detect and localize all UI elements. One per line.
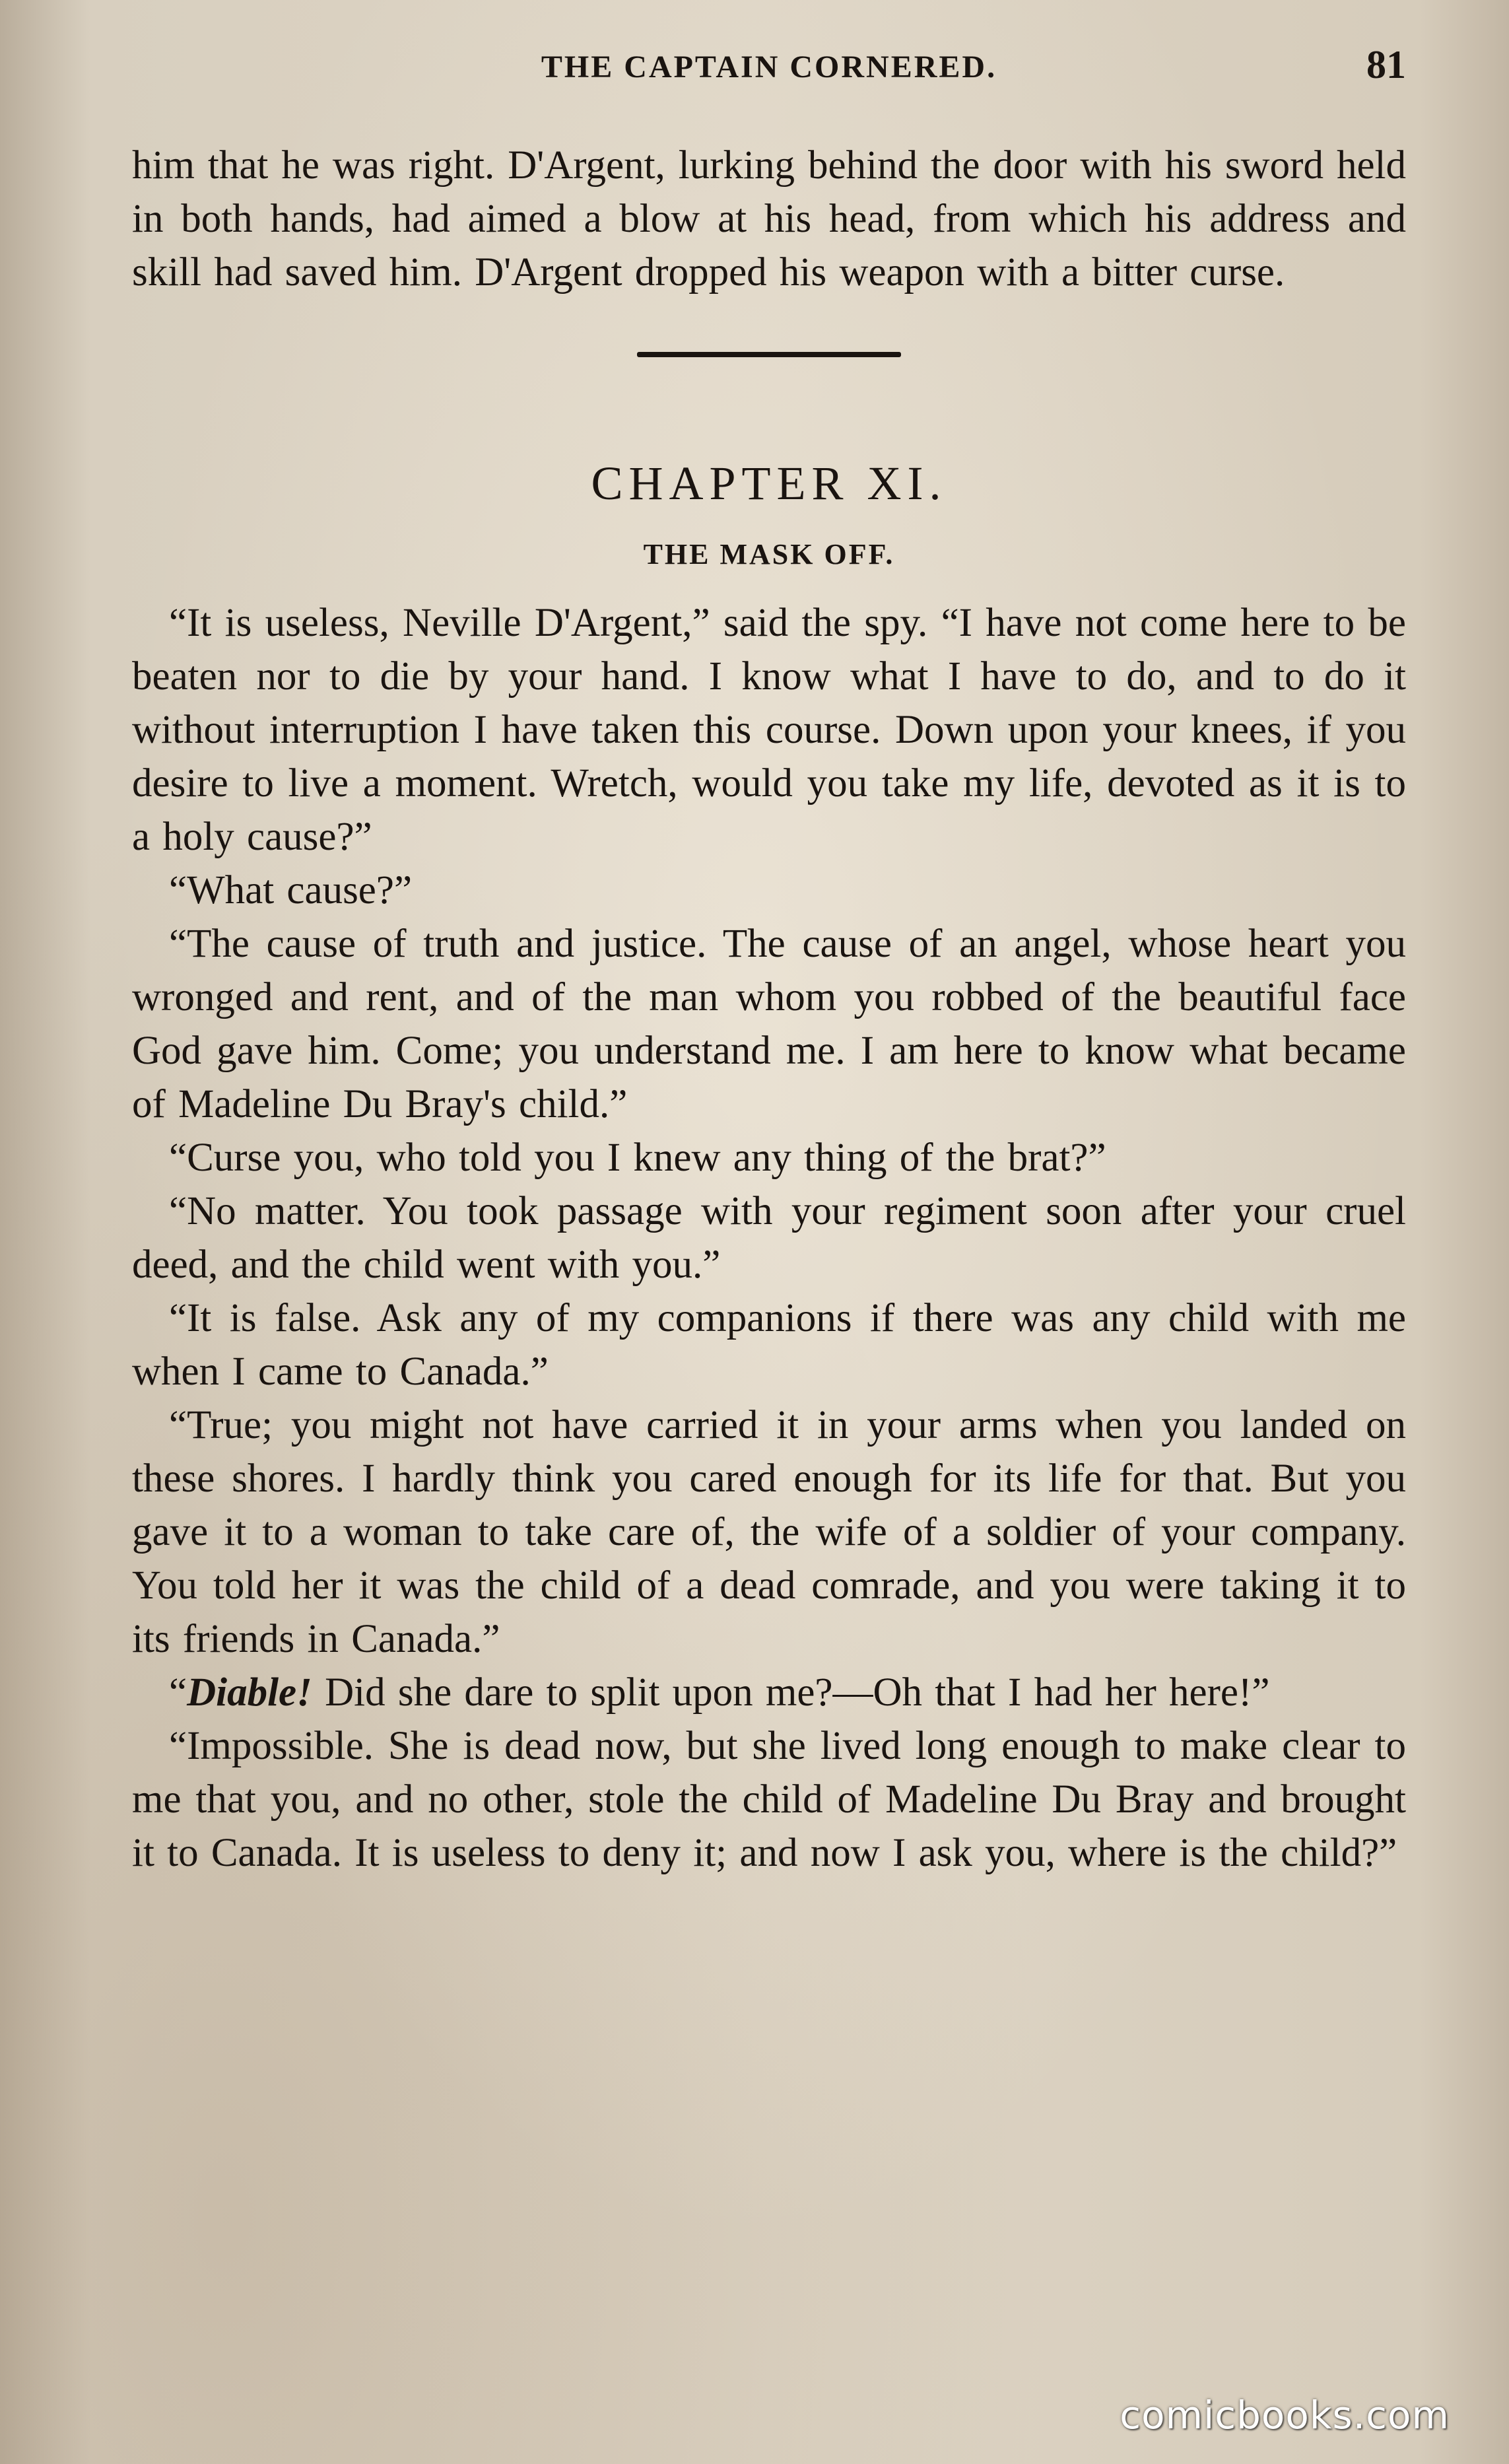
paragraph: “Curse you, who told you I knew any thing of the brat?” — [169, 1136, 1106, 1180]
paragraph: “True; you might not have carried it in your arms when you landed on these shores. I hardly think you cared enough for its life for that. But you gave it to a woman to take care of, the wife of a soldier of your company. You told her it was the child of a dead comrade, and you were taking it to its friends in Canada.” — [132, 1403, 1406, 1661]
final-paragraph: “Impossible. She is dead now, but she lived long enough to make clear to me that you, and no other, stole the child of Madeline Du Bray and brought it to Canada. It is useless to deny it; and now I ask you, where is the child?” — [132, 1724, 1406, 1875]
chapter-title: CHAPTER XI. — [591, 457, 947, 510]
body-text — [132, 139, 1406, 1880]
running-title: THE CAPTAIN CORNERED. — [541, 50, 997, 85]
paragraph: “No matter. You took passage with your regiment soon after your cruel deed, and the child went with you.” — [132, 1189, 1406, 1287]
chapter-subtitle: THE MASK OFF. — [643, 538, 895, 570]
page-number: 81 — [1366, 43, 1406, 86]
paragraph: “What cause?” — [169, 868, 413, 912]
continuation-paragraph: him that he was right. D'Argent, lurking behind the door with his sword held in both hands, had aimed a blow at his head, from which his address and skill had saved him. D'Argent dropped his weapon with a bitter curse. — [132, 143, 1406, 294]
section-divider — [637, 352, 901, 357]
diable-paragraph-rest: Did she dare to split upon me?—Oh that I had her here!” — [312, 1670, 1270, 1715]
page-header — [132, 42, 1406, 102]
diable-paragraph: “Diable! Did she dare to split upon me?—Oh that I had her here!” — [169, 1670, 1270, 1715]
watermark: comicbooks.com — [1120, 2393, 1450, 2438]
paragraph: “The cause of truth and justice. The cause of an angel, whose heart you wronged and rent, and of the man whom you robbed of the beautiful face God gave him. Come; you understand me. I am here to know what became of Madeline Du Bray's child.” — [132, 922, 1406, 1126]
paragraph: “It is false. Ask any of my companions if there was any child with me when I came to Canada.” — [132, 1296, 1406, 1394]
paragraph: “It is useless, Neville D'Argent,” said the spy. “I have not come here to be beaten nor to die by your hand. I know what I have to do, and to do it without interruption I have taken this course. Down upon your knees, if you desire to live a moment. Wretch, would you take my life, devoted as it is to a holy cause?” — [132, 601, 1406, 859]
diable-exclamation: Diable! — [187, 1670, 312, 1715]
